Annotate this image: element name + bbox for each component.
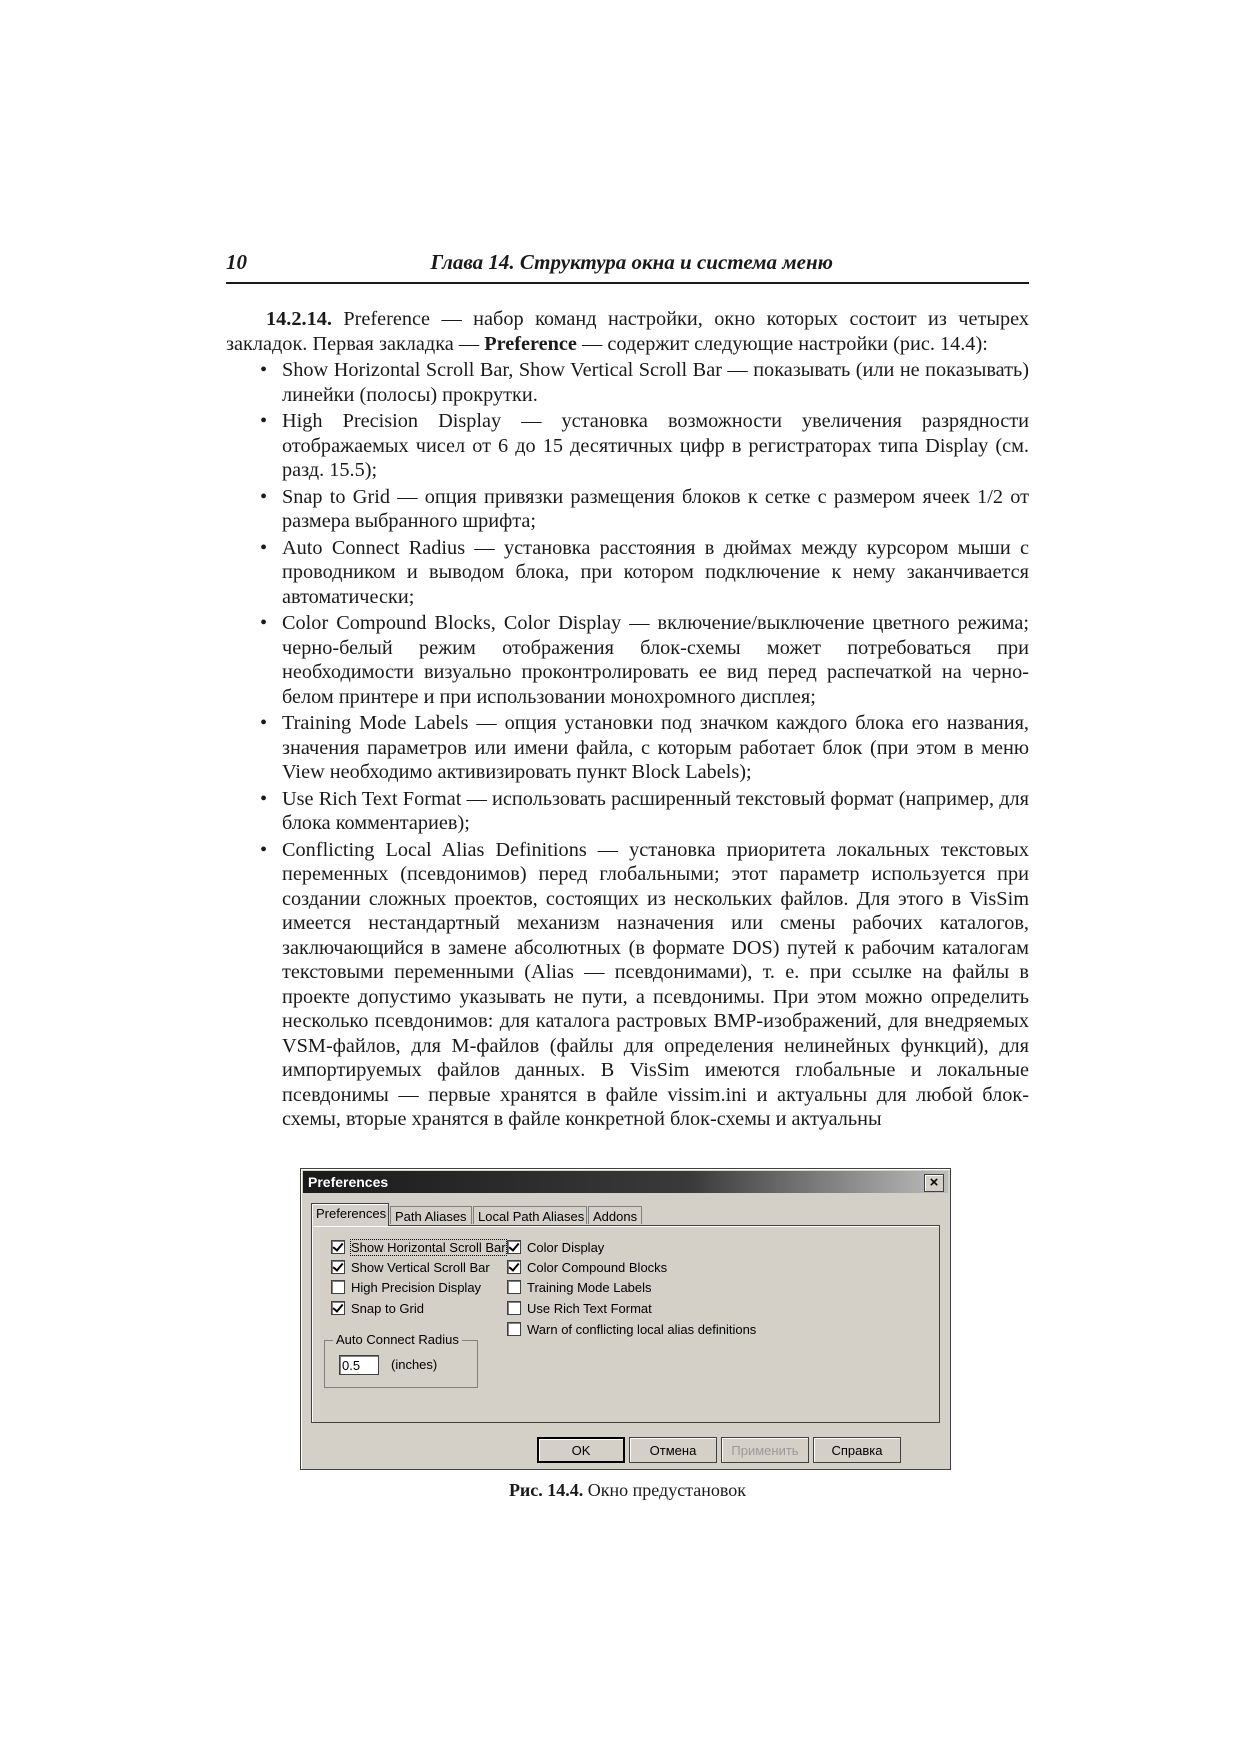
checkbox[interactable] (507, 1260, 521, 1274)
list-item: • Training Mode Labels — опция установки под значком каждого блока его названия, значения параметров или имени файла, с которым работает блок (при этом в меню View необходимо активизировать пункт Block Labels); (226, 711, 1029, 785)
training-mode-labels-option[interactable] (507, 1278, 652, 1296)
list-item: • Show Horizontal Scroll Bar, Show Vertical Scroll Bar — показывать (или не показывать) линейки (полосы) прокрутки. (226, 358, 1029, 407)
warn-conflicting-alias-option[interactable] (507, 1320, 756, 1338)
checkbox-label: Color Compound Blocks (527, 1259, 668, 1275)
checkbox-label: Training Mode Labels (527, 1279, 652, 1295)
figure-caption (226, 1480, 1029, 1501)
show-horizontal-scroll-bar-option[interactable] (331, 1238, 506, 1256)
help-button[interactable]: Справка (813, 1437, 901, 1463)
high-precision-display-option[interactable] (331, 1278, 481, 1296)
auto-connect-radius-input[interactable] (339, 1355, 379, 1375)
intro-text-part2: — содержит следующие настройки (рис. 14.4): (576, 332, 988, 355)
close-button[interactable] (924, 1174, 944, 1192)
checkbox-label: Use Rich Text Format (527, 1300, 652, 1316)
checkbox[interactable] (507, 1280, 521, 1294)
title-bar[interactable] (303, 1171, 948, 1193)
preferences-panel (311, 1225, 940, 1423)
group-legend: Auto Connect Radius (333, 1332, 462, 1347)
page-number: 10 (226, 250, 247, 274)
list-item: • High Precision Display — установка возможности увеличения разрядности отображаемых чисел от 6 до 15 десятичных цифр в регистраторах типа Display (см. разд. 15.5); (226, 409, 1029, 483)
tab-path-aliases[interactable]: Path Aliases (390, 1206, 472, 1224)
checkbox-label: Show Vertical Scroll Bar (351, 1259, 490, 1275)
checkbox[interactable] (507, 1322, 521, 1336)
intro-paragraph (226, 307, 1029, 356)
snap-to-grid-option[interactable] (331, 1299, 424, 1317)
section-number: 14.2.14. (266, 308, 332, 330)
checkbox-label: High Precision Display (351, 1279, 482, 1295)
use-rich-text-format-option[interactable] (507, 1299, 652, 1317)
checkbox[interactable] (331, 1240, 345, 1254)
figure-number: Рис. 14.4. (508, 1480, 584, 1500)
ok-button[interactable]: OK (537, 1437, 625, 1463)
checkbox-label: Warn of conflicting local alias definitions (527, 1321, 757, 1337)
auto-connect-radius-group (324, 1332, 478, 1388)
list-item: • Color Compound Blocks, Color Display — включение/выключение цветного режима; черно-белый режим отображения блок-схемы может потребоваться при необходимости визуально проконтролировать ее вид перед распечаткой на черно-белом принтере и при использовании монохромного дисплея; (226, 611, 1029, 709)
checkbox-label: Color Display (527, 1239, 605, 1255)
unit-label: (inches) (391, 1357, 438, 1372)
checkbox[interactable] (331, 1260, 345, 1274)
close-icon: × (929, 1174, 939, 1191)
list-item: • Use Rich Text Format — использовать расширенный текстовый формат (например, для блока комментариев); (226, 787, 1029, 836)
color-display-option[interactable] (507, 1238, 604, 1256)
checkbox[interactable] (507, 1240, 521, 1254)
tab-preferences[interactable]: Preferences (311, 1203, 389, 1226)
tab-local-path-aliases[interactable]: Local Path Aliases (473, 1206, 587, 1224)
checkbox-label: Show Horizontal Scroll Bar (351, 1239, 506, 1255)
apply-button[interactable]: Применить (721, 1437, 809, 1463)
list-item: • Auto Connect Radius — установка расстояния в дюймах между курсором мыши с проводником и выводом блока, при котором подключение к нему заканчивается автоматически; (226, 536, 1029, 610)
option-list (226, 358, 1029, 1132)
tab-addons[interactable]: Addons (588, 1206, 642, 1224)
chapter-title: Глава 14. Структура окна и система меню (430, 250, 833, 274)
caption-text: Окно предустановок (583, 1480, 747, 1500)
page-header (226, 248, 1029, 284)
checkbox[interactable] (507, 1301, 521, 1315)
body-text (226, 307, 1029, 1132)
color-compound-blocks-option[interactable] (507, 1258, 667, 1276)
checkbox[interactable] (331, 1280, 345, 1294)
cancel-button[interactable]: Отмена (629, 1437, 717, 1463)
preferences-dialog (300, 1168, 951, 1470)
show-vertical-scroll-bar-option[interactable] (331, 1258, 490, 1276)
intro-text-part1: Preference — набор команд настройки, окно которых состоит из четырех закладок. Первая закладка — (226, 308, 1029, 355)
list-item: • Conflicting Local Alias Definitions — установка приоритета локальных текстовых переменных (псевдонимов) перед глобальными; этот параметр используется при создании сложных проектов, состоящих из нескольких файлов. Для этого в VisSim имеется нестандартный механизм назначения или смены рабочих каталогов, заключающийся в замене абсолютных (в формате DOS) путей к рабочим каталогам текстовыми переменными (Alias — псевдонимами), т. е. при ссылке на файлы в проекте допустимо указывать не пути, а псевдонимы. При этом можно определить несколько псевдонимов: для каталога растровых BMP-изображений, для внедряемых VSM-файлов, для M-файлов (файлы для определения нелинейных функций), для импортируемых файлов данных. В VisSim имеются глобальные и локальные псевдонимы — первые хранятся в файле vissim.ini и актуальны для любой блок-схемы, вторые хранятся в файле конкретной блок-схемы и актуальны (226, 838, 1029, 1132)
dialog-title: Preferences (308, 1174, 389, 1190)
list-item: • Snap to Grid — опция привязки размещения блоков к сетке с размером ячеек 1/2 от размера выбранного шрифта; (226, 485, 1029, 534)
bold-term: Preference (484, 332, 577, 355)
checkbox[interactable] (331, 1301, 345, 1315)
checkbox-label: Snap to Grid (351, 1300, 424, 1316)
